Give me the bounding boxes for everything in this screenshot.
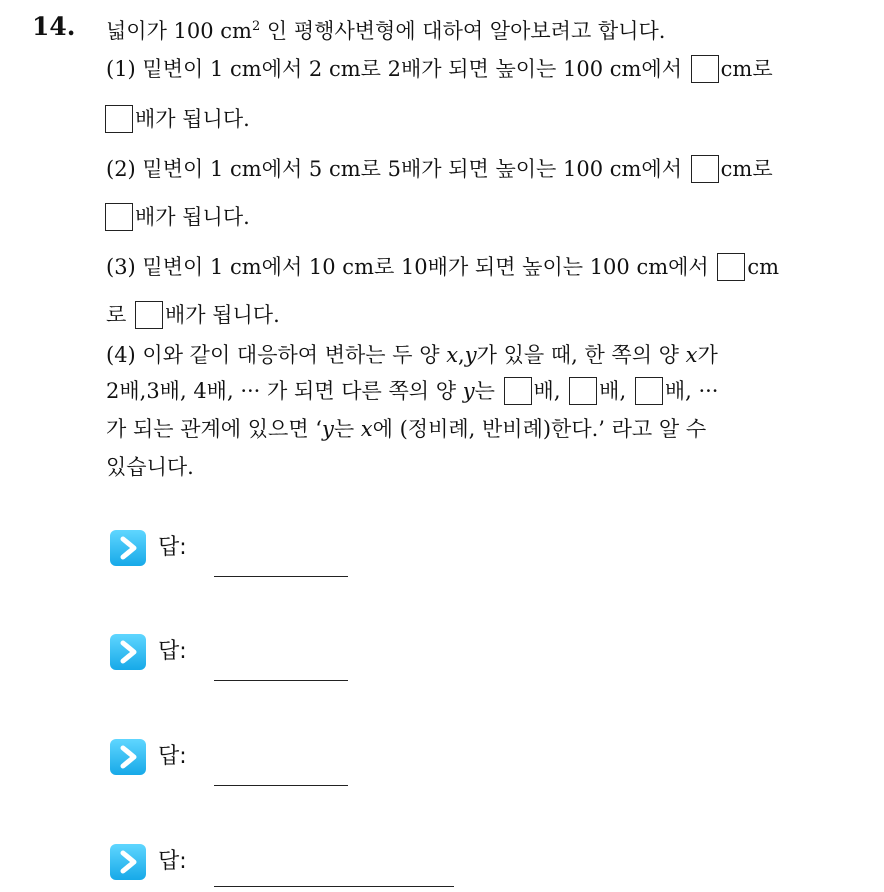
item-4-text-c: 가 (697, 343, 718, 367)
item-4-text-f: 에 (정비례, 반비례)한다.’ 라고 알 수 (372, 417, 707, 441)
answer-label: 답: (158, 849, 187, 874)
item-4-line-4 (106, 452, 194, 482)
variable-y: y (321, 417, 334, 441)
chevron-right-icon (110, 844, 146, 880)
item-1-line-1 (106, 54, 773, 85)
answer-box[interactable] (105, 105, 133, 133)
answer-blank[interactable] (214, 576, 348, 577)
variable-x: x (360, 417, 373, 441)
answer-label: 답: (158, 535, 187, 560)
item-1-text: (1) 밑변이 1 cm에서 2 cm로 2배가 되면 높이는 100 cm에서 (106, 57, 689, 81)
item-4-text-d: 2배,3배, 4배, ··· 가 되면 다른 쪽의 양 (106, 379, 463, 403)
item-1-unit: cm로 (720, 57, 773, 81)
times-label: 배, ··· (664, 379, 719, 403)
item-4-line-1 (106, 340, 718, 370)
chevron-right-icon (110, 739, 146, 775)
item-1-line-2 (103, 104, 250, 135)
item-4-line-3 (106, 414, 706, 444)
times-label: 배, (533, 379, 568, 403)
answer-box[interactable] (135, 301, 163, 329)
item-3-line-1 (106, 252, 779, 283)
item-2-tail: 배가 됩니다. (135, 205, 250, 229)
item-2-unit: cm로 (720, 157, 773, 181)
answer-box[interactable] (504, 377, 532, 405)
item-4-text-e: 가 되는 관계에 있으면 ‘ (106, 417, 322, 441)
item-4-text-a: (4) 이와 같이 대응하여 변하는 두 양 (106, 343, 447, 367)
answer-blank[interactable] (214, 785, 348, 786)
comma: , (458, 343, 465, 367)
variable-x: x (446, 343, 459, 367)
answer-label: 답: (158, 639, 187, 664)
item-3-line-2 (106, 300, 280, 331)
item-3-unit: cm (747, 255, 780, 279)
item-1-tail: 배가 됩니다. (135, 107, 250, 131)
answer-label: 답: (158, 744, 187, 769)
answer-box[interactable] (569, 377, 597, 405)
answer-box[interactable] (717, 253, 745, 281)
item-3-prefix: 로 (106, 303, 133, 327)
item-2-text: (2) 밑변이 1 cm에서 5 cm로 5배가 되면 높이는 100 cm에서 (106, 157, 689, 181)
answer-box[interactable] (691, 55, 719, 83)
intro-superscript: 2 (251, 19, 261, 34)
question-number: 14. (32, 12, 76, 41)
times-label: 배, (599, 379, 633, 403)
particle: 는 (333, 417, 361, 441)
item-4-text-g: 있습니다. (106, 455, 194, 479)
intro-line (106, 12, 665, 46)
chevron-right-icon (110, 530, 146, 566)
answer-box[interactable] (635, 377, 663, 405)
answer-box[interactable] (105, 203, 133, 231)
particle: 는 (474, 379, 502, 403)
item-4-line-2 (106, 376, 718, 407)
variable-y: y (462, 379, 475, 403)
variable-y: y (464, 343, 477, 367)
intro-text-a: 넓이가 100 cm (106, 19, 252, 43)
variable-x: x (685, 343, 698, 367)
chevron-right-icon (110, 634, 146, 670)
intro-text-b: 인 평행사변형에 대하여 알아보려고 합니다. (260, 19, 666, 43)
item-3-text: (3) 밑변이 1 cm에서 10 cm로 10배가 되면 높이는 100 cm에서 (106, 255, 716, 279)
answer-blank[interactable] (214, 886, 454, 887)
item-2-line-1 (106, 154, 773, 185)
answer-box[interactable] (691, 155, 719, 183)
answer-blank[interactable] (214, 680, 348, 681)
item-3-tail: 배가 됩니다. (164, 303, 280, 327)
item-2-line-2 (103, 202, 250, 233)
item-4-text-b: 가 있을 때, 한 쪽의 양 (476, 343, 686, 367)
